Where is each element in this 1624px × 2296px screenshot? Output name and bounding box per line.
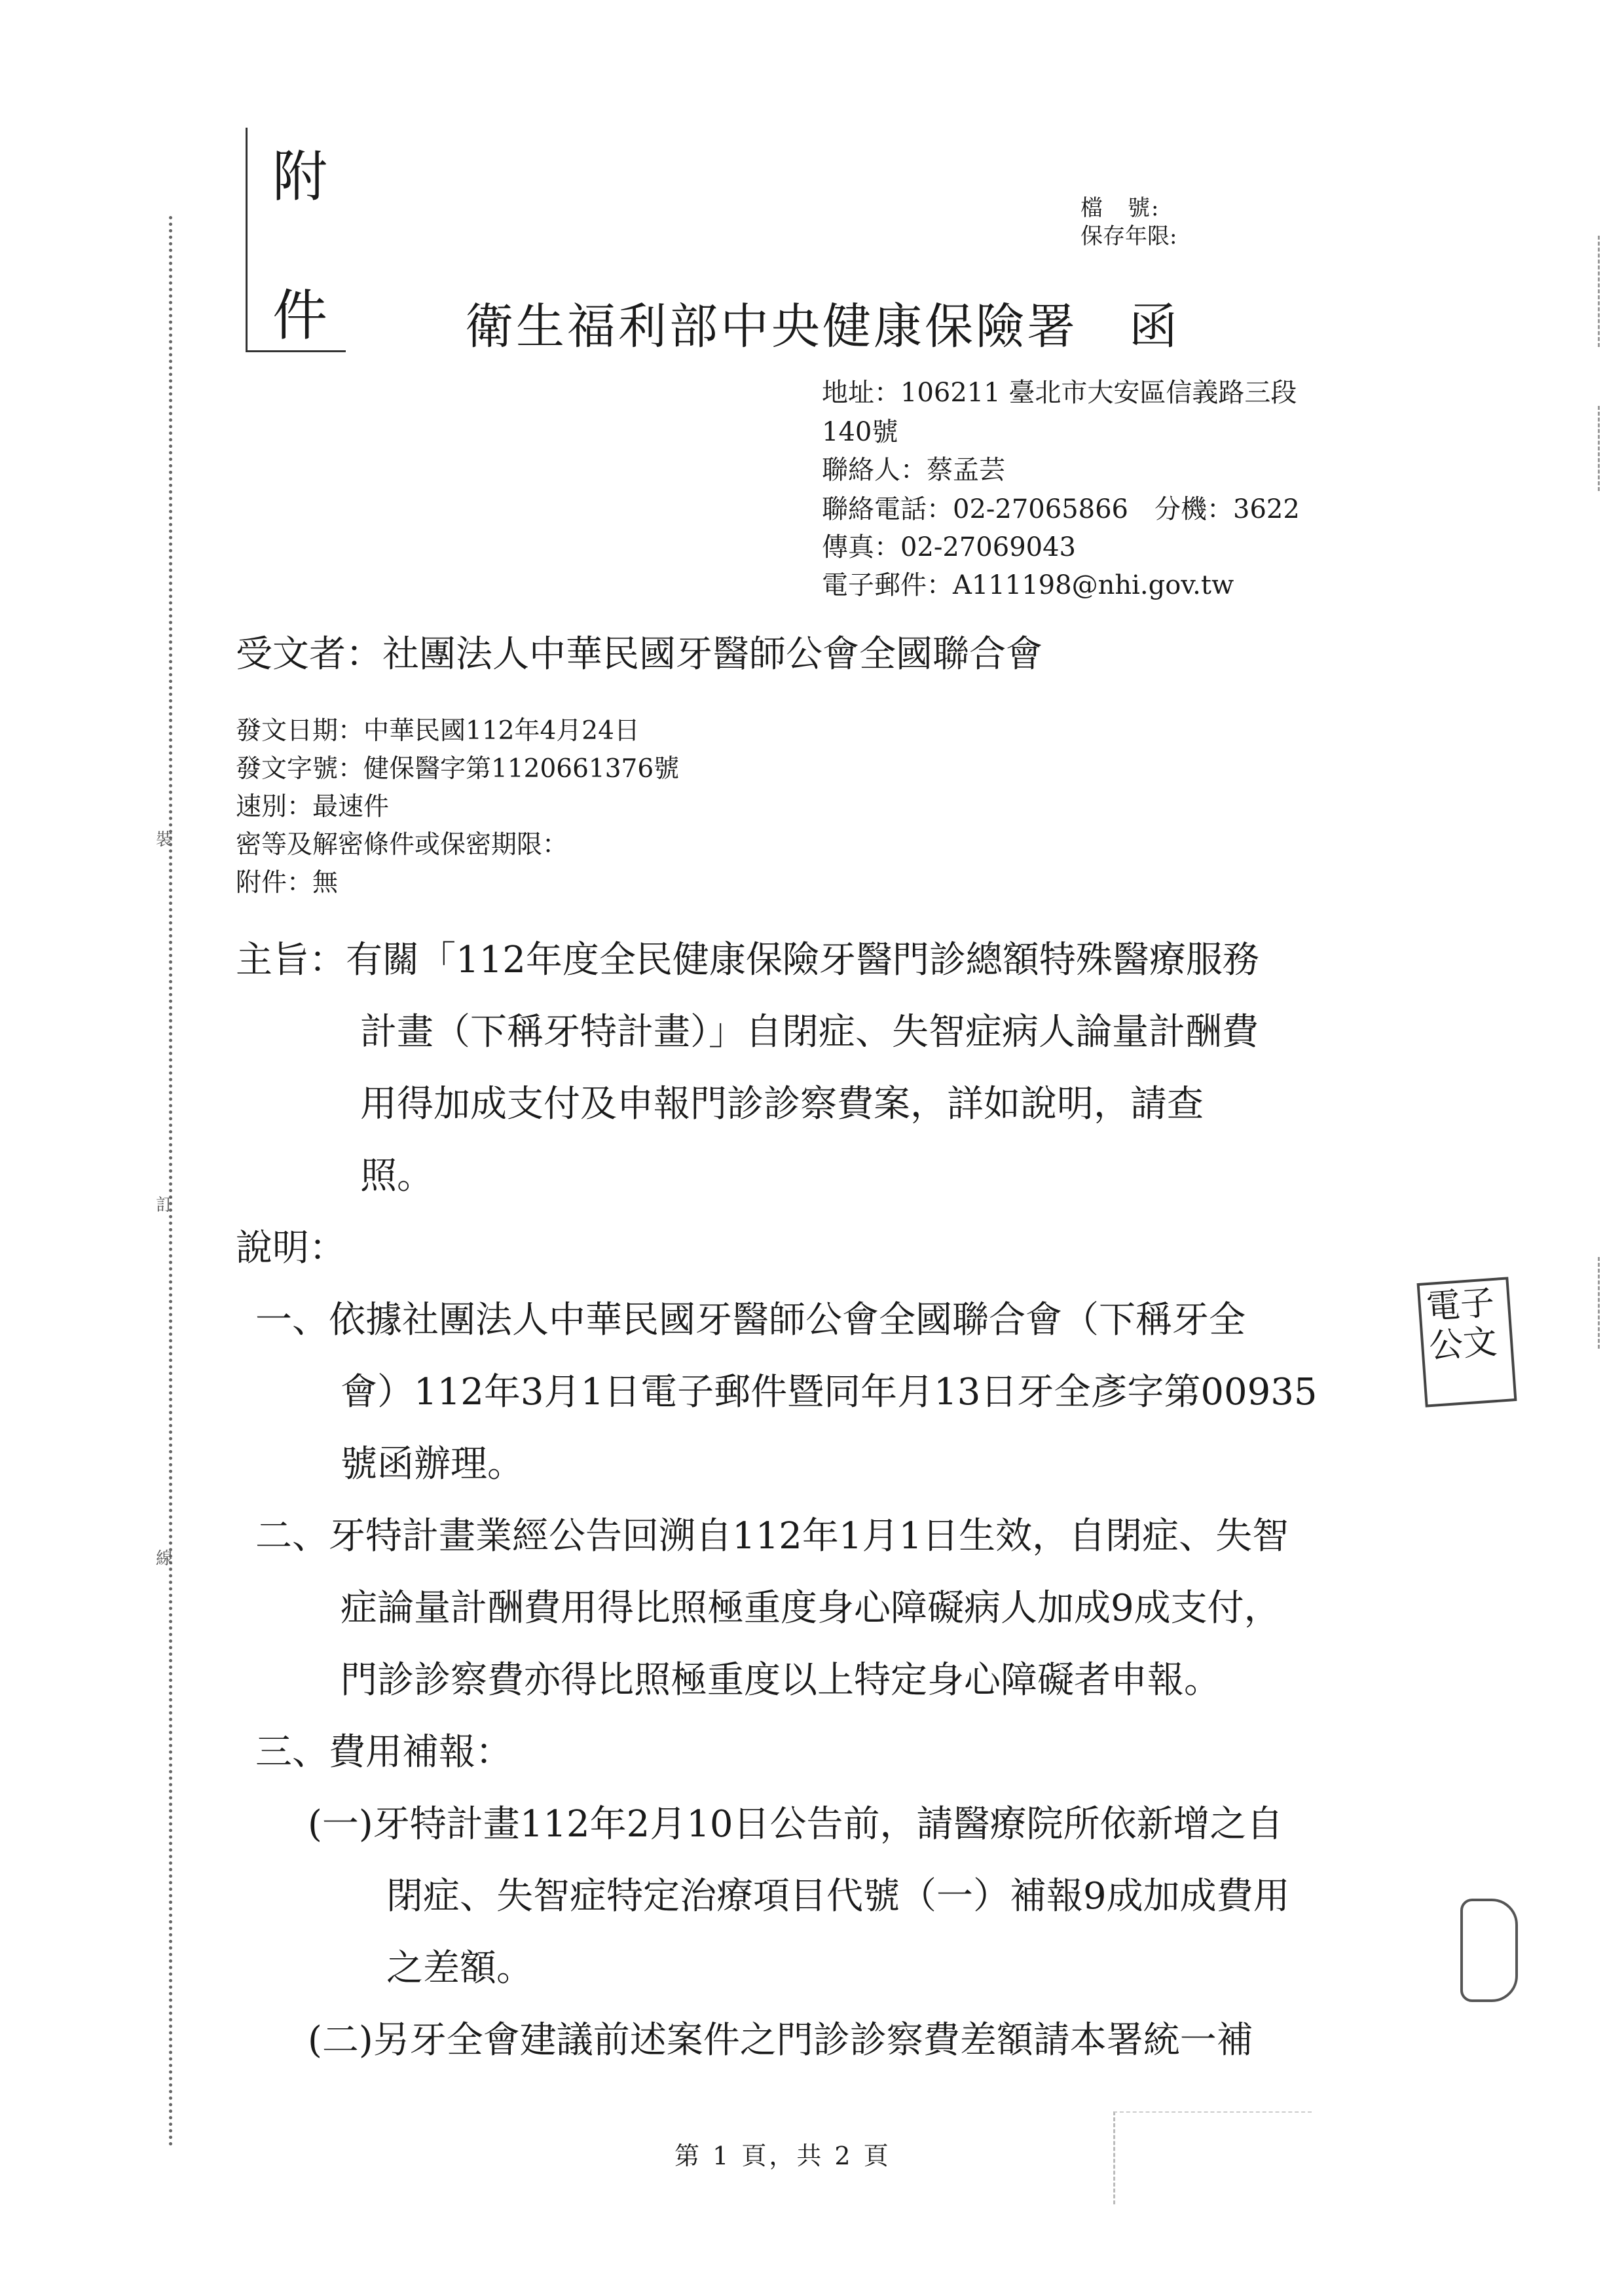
document-title: 衛生福利部中央健康保險署 函 bbox=[465, 299, 1180, 355]
explanation-item3-sub1-line1: (一)牙特計畫112年2月10日公告前，請醫療院所依新增之自 bbox=[308, 1803, 1283, 1846]
meta-speed: 速別：最速件 bbox=[236, 792, 390, 822]
subject-line-3: 用得加成支付及申報門診診察費案，詳如說明，請查 bbox=[360, 1083, 1204, 1125]
scan-edge-mark-3 bbox=[1598, 1257, 1600, 1349]
contact-address-line2: 140號 bbox=[822, 417, 898, 447]
electronic-document-stamp: 電子公文 bbox=[1417, 1277, 1517, 1407]
explanation-label: 說明： bbox=[236, 1227, 346, 1269]
explanation-item3-sub1-line2: 閉症、失智症特定治療項目代號（一）補報9成加成費用 bbox=[386, 1875, 1290, 1918]
attachment-char-top: 附 bbox=[272, 145, 328, 209]
explanation-item3-label: 三、費用補報： bbox=[255, 1731, 512, 1774]
binding-dotted-line bbox=[169, 216, 172, 2147]
scan-edge-mark-2 bbox=[1598, 406, 1600, 491]
meta-issue-date: 發文日期：中華民國112年4月24日 bbox=[236, 716, 640, 746]
subject-line-4: 照。 bbox=[360, 1155, 434, 1197]
filing-retention-label: 保存年限: bbox=[1080, 223, 1177, 249]
attachment-box bbox=[246, 128, 346, 352]
explanation-item1-line2: 會）112年3月1日電子郵件暨同年月13日牙全彥字第00935 bbox=[341, 1371, 1318, 1413]
explanation-item1-line1: 一、依據社團法人中華民國牙醫師公會全國聯合會（下稱牙全 bbox=[255, 1299, 1246, 1341]
explanation-item2-line2: 症論量計酬費用得比照極重度身心障礙病人加成9成支付， bbox=[341, 1587, 1281, 1630]
contact-address-line1: 地址：106211 臺北市大安區信義路三段 bbox=[822, 378, 1297, 408]
subject-line-1: 主旨：有關「112年度全民健康保險牙醫門診總額特殊醫療服務 bbox=[236, 939, 1259, 981]
meta-secrecy: 密等及解密條件或保密期限： bbox=[236, 830, 568, 860]
binding-mark-staple: 訂 bbox=[156, 1195, 174, 1215]
explanation-item3-sub1-line3: 之差額。 bbox=[386, 1947, 533, 1990]
binding-mark-line: 線 bbox=[156, 1549, 174, 1569]
explanation-item2-line3: 門診診察費亦得比照極重度以上特定身心障礙者申報。 bbox=[341, 1659, 1221, 1702]
contact-fax: 傳真：02-27069043 bbox=[822, 532, 1077, 562]
explanation-item2-line1: 二、牙特計畫業經公告回溯自112年1月1日生效，自閉症、失智 bbox=[255, 1515, 1289, 1558]
contact-person: 聯絡人：蔡孟芸 bbox=[822, 455, 1005, 485]
attachment-char-bottom: 件 bbox=[272, 283, 328, 348]
contact-phone: 聯絡電話：02-27065866 分機：3622 bbox=[822, 494, 1300, 524]
meta-attachment: 附件：無 bbox=[236, 868, 339, 898]
page-footer: 第 1 頁，共 2 頁 bbox=[674, 2141, 891, 2170]
filing-number-label: 檔 號: bbox=[1080, 195, 1160, 221]
subject-line-2: 計畫（下稱牙特計畫）」自閉症、失智症病人論量計酬費 bbox=[360, 1011, 1259, 1053]
explanation-item1-line3: 號函辦理。 bbox=[341, 1443, 524, 1485]
binding-mark-bind: 裝 bbox=[156, 830, 174, 850]
scan-smudge bbox=[1113, 2111, 1312, 2204]
meta-document-number: 發文字號：健保醫字第1120661376號 bbox=[236, 754, 680, 784]
contact-email: 電子郵件：A111198@nhi.gov.tw bbox=[822, 570, 1234, 600]
seal-mark bbox=[1460, 1899, 1518, 2002]
scan-edge-mark-1 bbox=[1598, 236, 1600, 347]
recipient-line: 受文者：社團法人中華民國牙醫師公會全國聯合會 bbox=[236, 633, 1043, 676]
explanation-item3-sub2-line1: (二)另牙全會建議前述案件之門診診察費差額請本署統一補 bbox=[308, 2019, 1253, 2062]
